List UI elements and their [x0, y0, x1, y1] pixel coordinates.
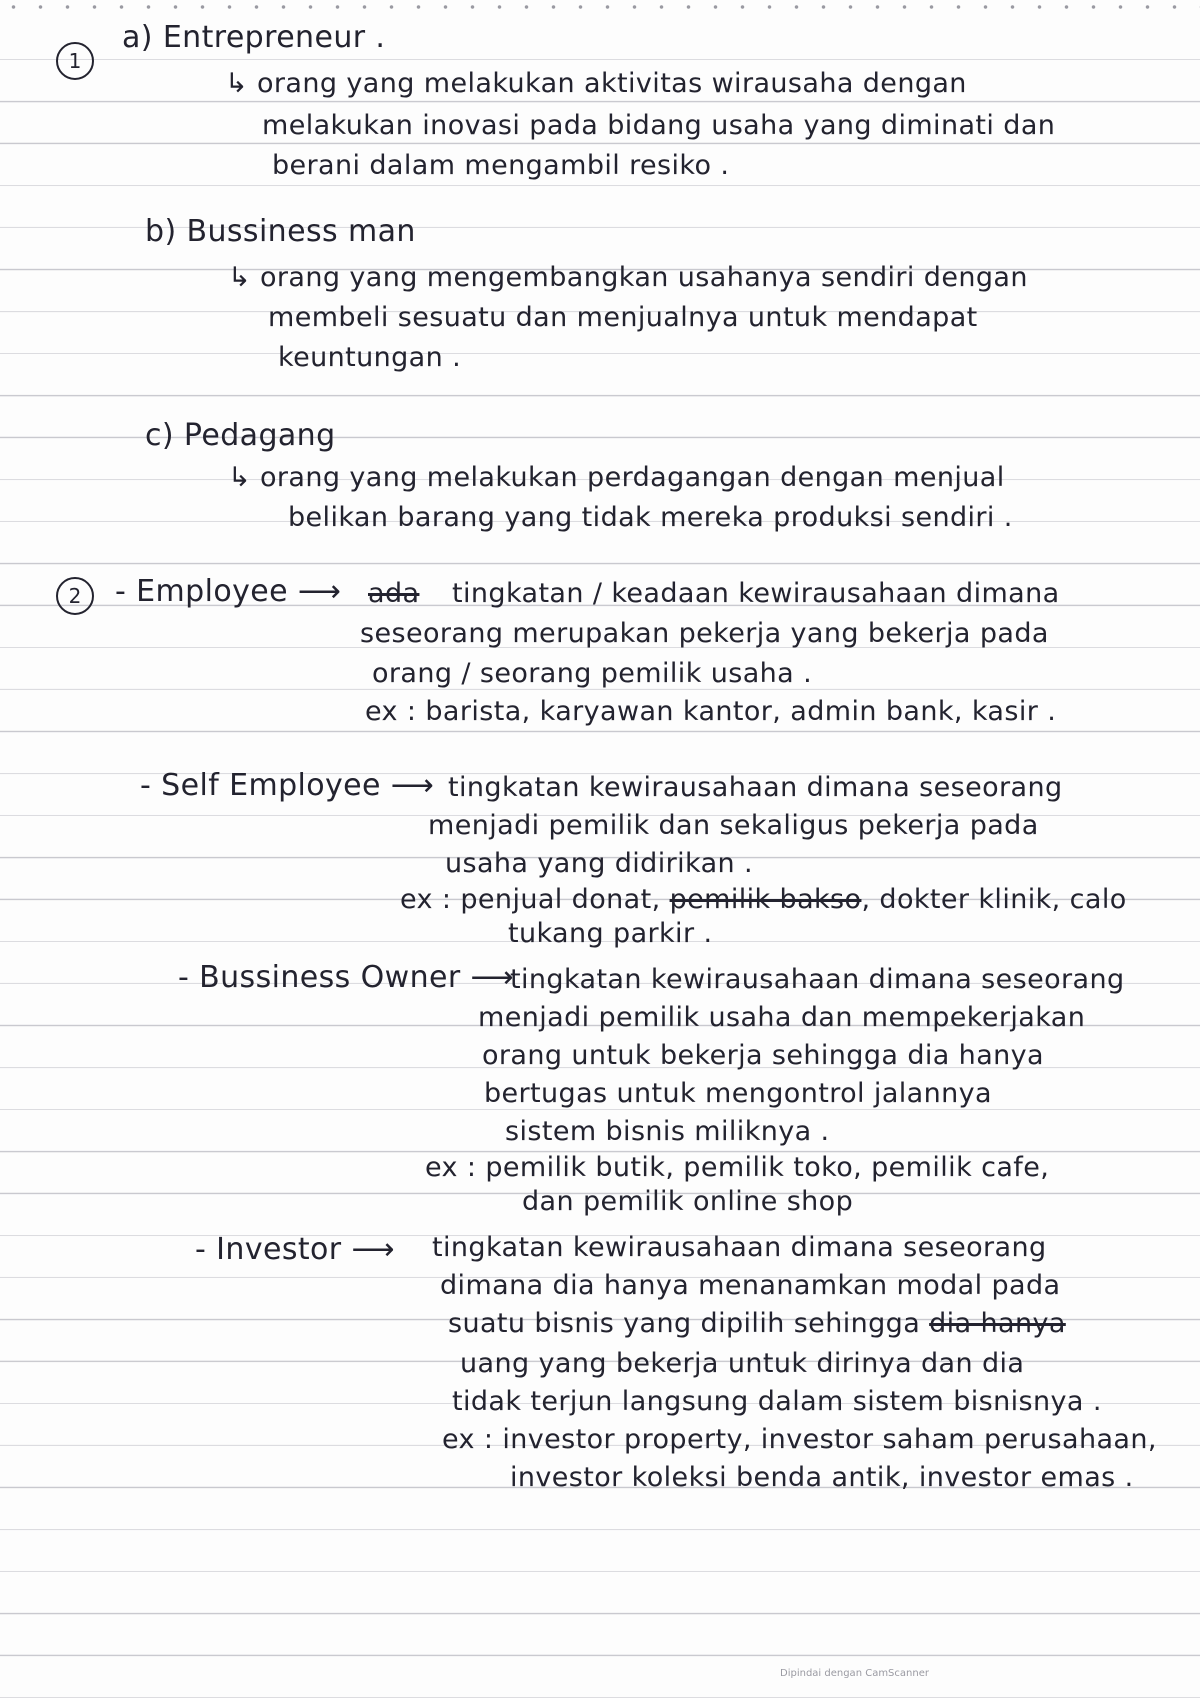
label-self-employee: - Self Employee ⟶ [140, 768, 435, 803]
investor-example: ex : investor property, investor saham perusahaan, [442, 1424, 1157, 1455]
business-man-def-line-1: ↳ orang yang mengembangkan usahanya sendiri dengan [228, 262, 1028, 293]
business-man-def-line-2: membeli sesuatu dan menjualnya untuk mendapat [268, 302, 978, 333]
label-investor: - Investor ⟶ [195, 1232, 395, 1267]
self-employee-example-prefix: ex : penjual donat, [400, 884, 661, 915]
employee-crossed-word: ada [368, 578, 420, 609]
self-employee-example-crossed: pemilik bakso [669, 884, 862, 915]
investor-def-line-3-text: suatu bisnis yang dipilih sehingga [448, 1308, 921, 1339]
investor-def-line-2: dimana dia hanya menanamkan modal pada [440, 1270, 1061, 1301]
business-owner-def-line-3: orang untuk bekerja sehingga dia hanya [482, 1040, 1044, 1071]
employee-def-line-1: tingkatan / keadaan kewirausahaan dimana [452, 578, 1060, 609]
investor-def-line-1: tingkatan kewirausahaan dimana seseorang [432, 1232, 1047, 1263]
employee-def-line-3: orang / seorang pemilik usaha . [372, 658, 813, 689]
self-employee-def-line-2: menjadi pemilik dan sekaligus pekerja pada [428, 810, 1039, 841]
investor-def-line-3 [448, 1306, 1066, 1342]
scanner-footer: Dipindai dengan CamScanner [780, 1668, 929, 1679]
heading-entrepreneur: a) Entrepreneur . [122, 20, 386, 55]
self-employee-def-line-3: usaha yang didirikan . [445, 848, 753, 879]
business-owner-def-line-1: tingkatan kewirausahaan dimana seseorang [510, 964, 1125, 995]
entrepreneur-def-line-2: melakukan inovasi pada bidang usaha yang diminati dan [262, 110, 1056, 141]
business-man-def-line-3: keuntungan . [278, 342, 462, 373]
label-employee: - Employee ⟶ [115, 574, 342, 609]
investor-def-line-4: uang yang bekerja untuk dirinya dan dia [460, 1348, 1025, 1379]
employee-def-line-2: seseorang merupakan pekerja yang bekerja pada [360, 618, 1049, 649]
heading-pedagang: c) Pedagang [145, 418, 336, 453]
business-owner-def-line-4: bertugas untuk mengontrol jalannya [484, 1078, 992, 1109]
business-owner-example-line-2: dan pemilik online shop [522, 1186, 854, 1217]
self-employee-example-suffix: , dokter klinik, calo [861, 884, 1127, 915]
self-employee-def-line-1: tingkatan kewirausahaan dimana seseorang [448, 772, 1063, 803]
pedagang-def-line-2: belikan barang yang tidak mereka produksi sendiri . [288, 502, 1013, 533]
heading-business-man: b) Bussiness man [145, 214, 416, 249]
section-2-number: 2 [56, 577, 94, 615]
entrepreneur-def-line-1: ↳ orang yang melakukan aktivitas wirausaha dengan [225, 68, 967, 99]
self-employee-example [400, 882, 1127, 918]
entrepreneur-def-line-3: berani dalam mengambil resiko . [272, 150, 730, 181]
investor-example-line-2: investor koleksi benda antik, investor emas . [510, 1462, 1134, 1493]
business-owner-def-line-5: sistem bisnis miliknya . [505, 1116, 830, 1147]
investor-def-line-5: tidak terjun langsung dalam sistem bisnisnya . [452, 1386, 1102, 1417]
business-owner-def-line-2: menjadi pemilik usaha dan mempekerjakan [478, 1002, 1086, 1033]
pedagang-def-line-1: ↳ orang yang melakukan perdagangan dengan menjual [228, 462, 1005, 493]
investor-crossed-words: dia hanya [929, 1308, 1066, 1339]
business-owner-example: ex : pemilik butik, pemilik toko, pemilik cafe, [425, 1152, 1050, 1183]
label-business-owner: - Bussiness Owner ⟶ [178, 960, 514, 995]
section-1-number: 1 [56, 42, 94, 80]
self-employee-example-line-2: tukang parkir . [508, 918, 713, 949]
employee-example: ex : barista, karyawan kantor, admin bank, kasir . [365, 696, 1057, 727]
